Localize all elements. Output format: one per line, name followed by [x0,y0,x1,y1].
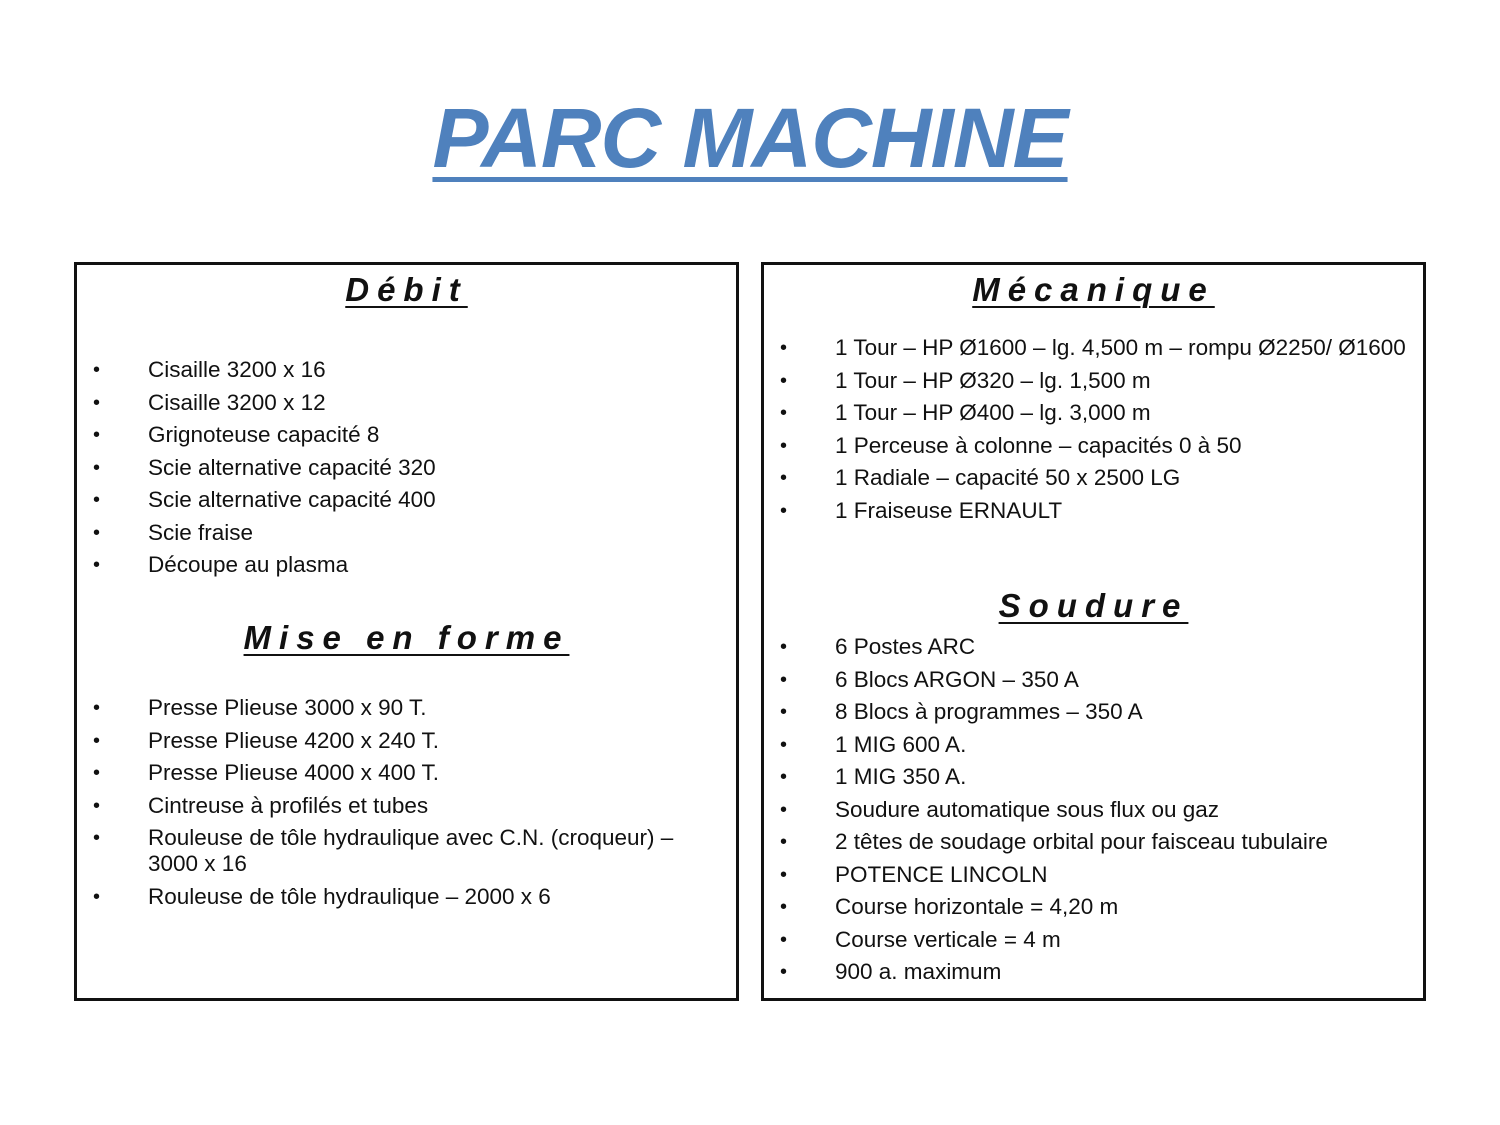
bullet-icon: • [780,434,788,457]
list-item-text: Scie alternative capacité 320 [148,454,436,480]
right-panel [761,262,1426,1001]
list-item [77,825,736,877]
bullet-icon: • [93,456,101,479]
list-item-text: Rouleuse de tôle hydraulique – 2000 x 6 [148,883,551,909]
list-item-text: Scie fraise [148,519,254,545]
list-item-text: 1 MIG 350 A. [835,764,967,789]
list-item-text: Cintreuse à profilés et tubes [148,792,429,818]
list-item [77,695,736,721]
list-item-text: Cisaille 3200 x 16 [148,357,326,382]
list-item-text: 6 Postes ARC [835,634,976,659]
bullet-icon: • [780,831,788,853]
list-item [764,433,1423,459]
bullet-icon: • [93,359,101,381]
list-item-text: 1 Tour – HP Ø1600 – lg. 4,500 m – rompu Ø2250/ Ø1600 [835,335,1406,360]
list-item [764,498,1423,524]
list-item [764,368,1423,394]
list-item-text: 2 têtes de soudage orbital pour faisceau tubulaire [835,829,1328,854]
list-item-text: POTENCE LINCOLN [835,861,1048,887]
soudure-heading: Soudure [998,587,1189,624]
list-item-text: Scie alternative capacité 400 [148,487,436,512]
list-item-text: Grignoteuse capacité 8 [148,422,380,447]
list-item [764,764,1423,790]
list-item-text: 6 Blocs ARGON – 350 A [835,666,1079,692]
list-item [77,884,736,910]
list-item-text: 1 Perceuse à colonne – capacités 0 à 50 [835,432,1242,458]
bullet-icon: • [780,636,788,658]
bullet-icon: • [780,337,788,359]
bullet-icon: • [780,467,788,489]
bullet-icon: • [93,489,101,511]
bullet-icon: • [780,402,788,424]
list-item [77,728,736,754]
list-item-text: Course horizontale = 4,20 m [835,894,1119,919]
bullet-icon: • [780,499,788,522]
list-item [77,793,736,819]
debit-heading: Débit [345,271,468,308]
list-item [77,760,736,786]
mecanique-heading: Mécanique [972,271,1215,308]
list-item-text: Cisaille 3200 x 12 [148,389,326,415]
list-item [77,422,736,448]
list-item-text: Soudure automatique sous flux ou gaz [835,796,1220,822]
soudure-list [764,634,1423,992]
list-item [764,829,1423,855]
bullet-icon: • [93,697,101,719]
bullet-icon: • [93,762,101,784]
bullet-icon: • [93,391,101,414]
bullet-icon: • [780,668,788,691]
bullet-icon: • [780,961,788,983]
mise-en-forme-list [77,695,736,916]
list-item [764,667,1423,693]
list-item [764,797,1423,823]
list-item-text: 8 Blocs à programmes – 350 A [835,699,1143,724]
list-item-text: 1 Fraiseuse ERNAULT [835,497,1063,523]
list-item [77,520,736,546]
bullet-icon: • [780,369,788,392]
bullet-icon: • [780,798,788,821]
list-item-text: 900 a. maximum [835,959,1002,984]
bullet-icon: • [780,928,788,951]
list-item-text: Découpe au plasma [148,552,349,577]
list-item [77,552,736,578]
bullet-icon: • [780,701,788,723]
list-item-text: 1 Radiale – capacité 50 x 2500 LG [835,465,1181,490]
bullet-icon: • [93,729,101,752]
mise-en-forme-heading: Mise en forme [243,619,570,656]
list-item [764,335,1423,361]
list-item-text: Rouleuse de tôle hydraulique avec C.N. (croqueur) – 3000 x 16 [148,825,674,876]
list-item-text: 1 MIG 600 A. [835,731,967,757]
list-item [77,357,736,383]
bullet-icon: • [780,766,788,788]
list-item-text: Presse Plieuse 3000 x 90 T. [148,695,427,720]
list-item-text: 1 Tour – HP Ø400 – lg. 3,000 m [835,400,1151,425]
left-panel [74,262,739,1001]
list-item [764,959,1423,985]
list-item [77,455,736,481]
bullet-icon: • [780,733,788,756]
bullet-icon: • [93,794,101,817]
list-item-text: Presse Plieuse 4200 x 240 T. [148,727,440,753]
list-item [764,465,1423,491]
bullet-icon: • [93,521,101,544]
list-item [764,699,1423,725]
bullet-icon: • [780,896,788,918]
list-item [764,634,1423,660]
page-title: PARC MACHINE [432,91,1068,185]
list-item [77,487,736,513]
list-item [764,862,1423,888]
bullet-icon: • [93,827,101,849]
list-item-text: 1 Tour – HP Ø320 – lg. 1,500 m [835,367,1151,393]
list-item [764,732,1423,758]
list-item [764,400,1423,426]
mecanique-list [764,335,1423,530]
bullet-icon: • [780,863,788,886]
list-item [764,894,1423,920]
list-item-text: Presse Plieuse 4000 x 400 T. [148,760,440,785]
debit-list [77,357,736,585]
list-item [764,927,1423,953]
bullet-icon: • [93,885,101,908]
bullet-icon: • [93,424,101,446]
bullet-icon: • [93,554,101,576]
list-item [77,390,736,416]
list-item-text: Course verticale = 4 m [835,926,1061,952]
